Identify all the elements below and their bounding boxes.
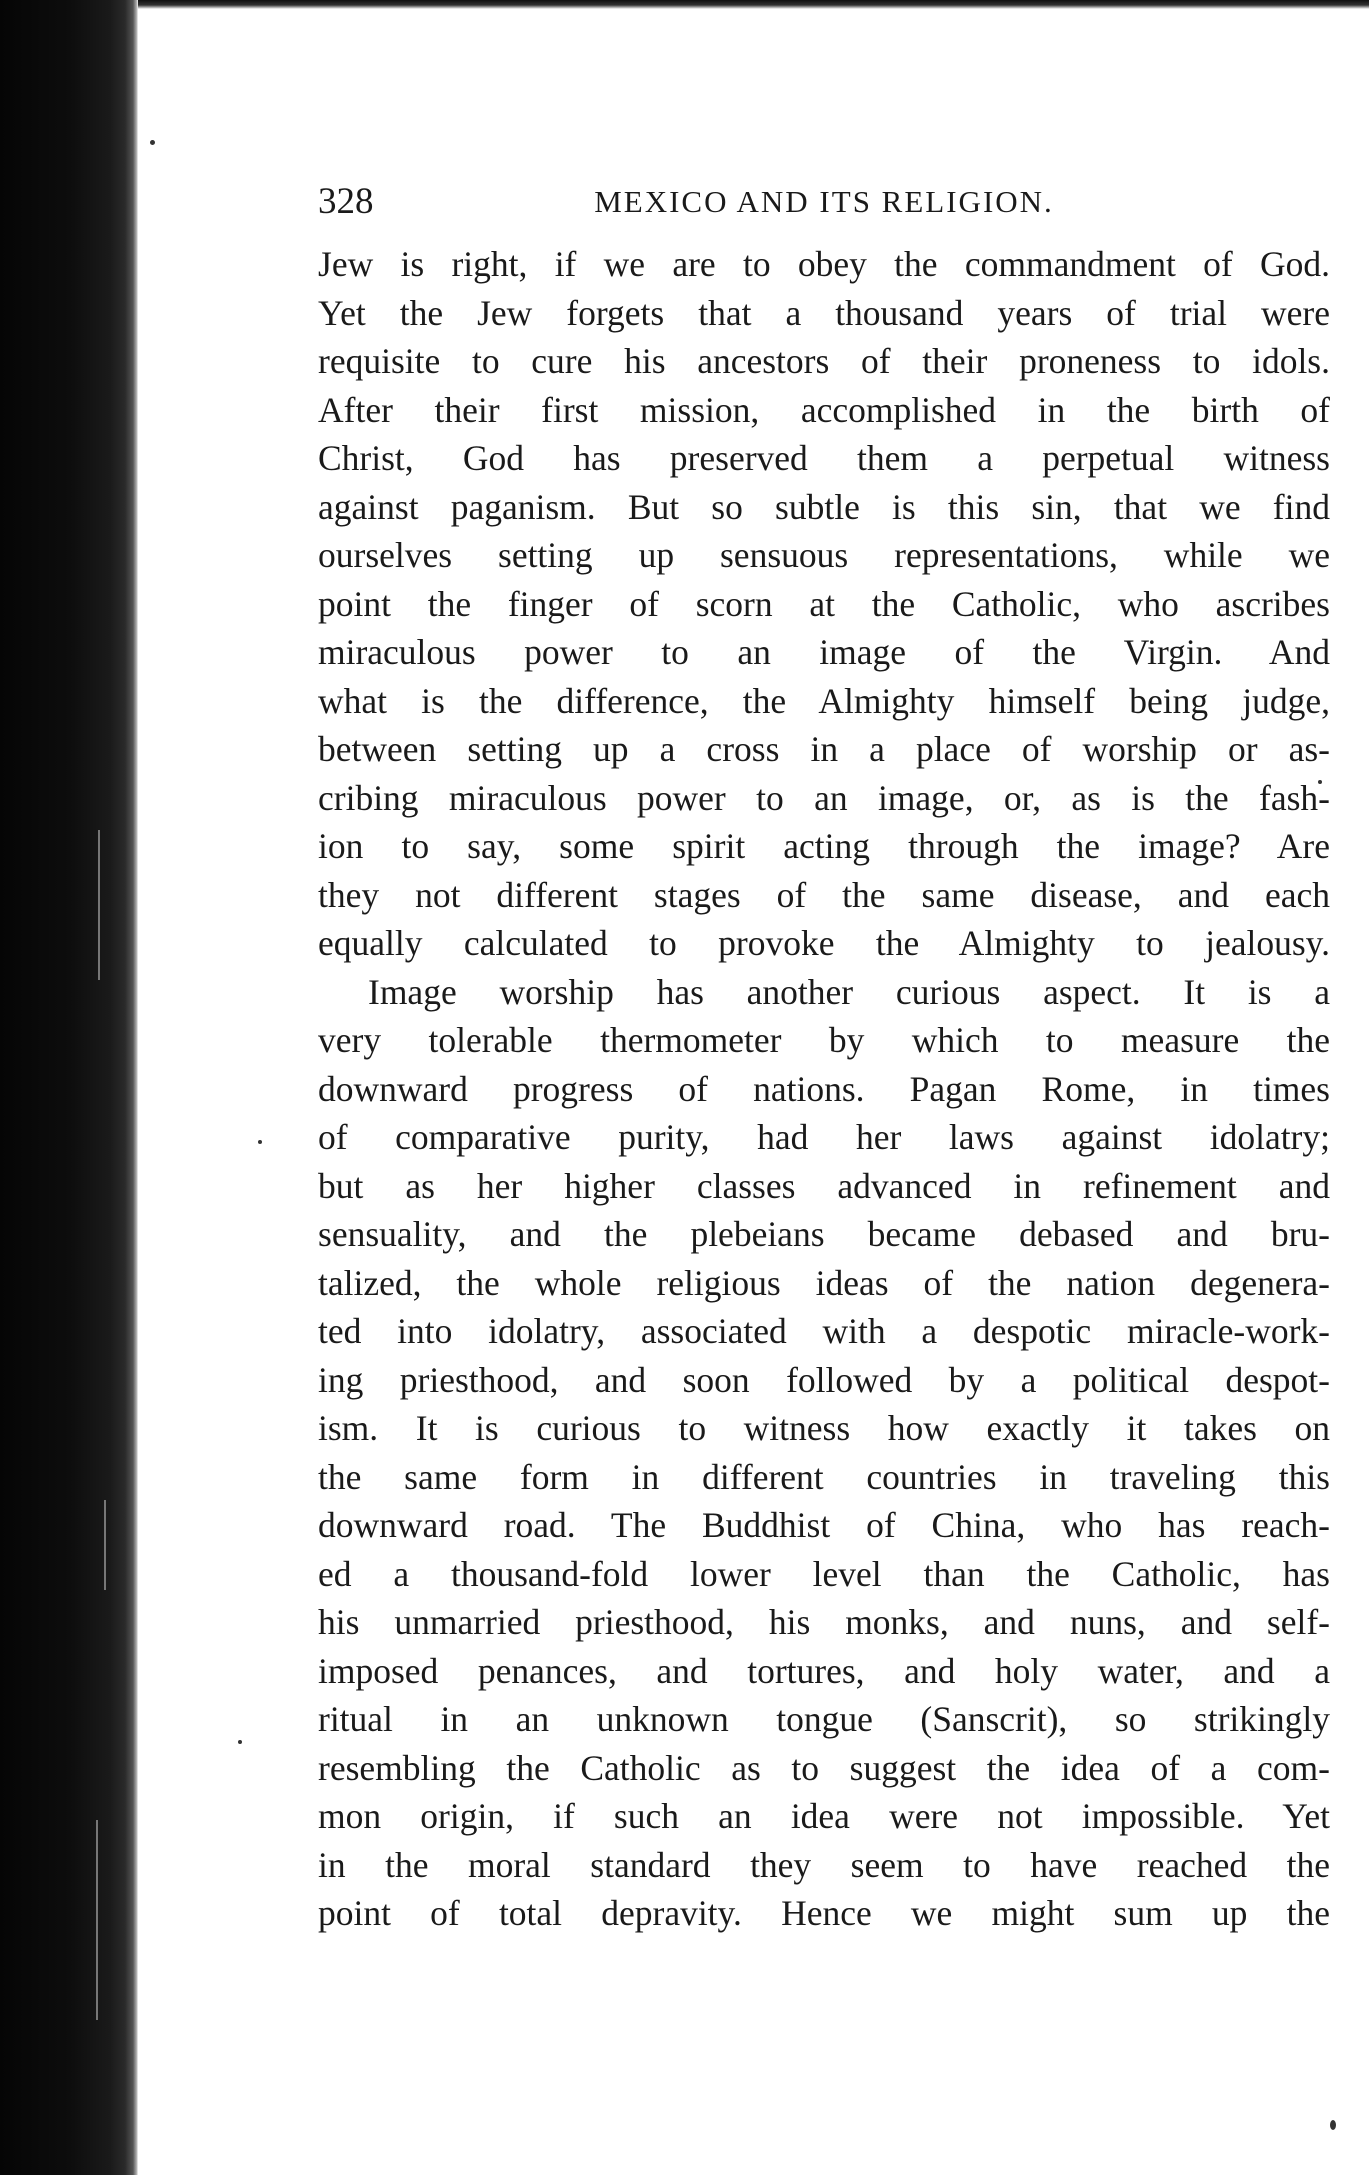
page-number: 328 [318, 181, 374, 222]
text-line: they not different stages of the same disease, and each [318, 874, 1330, 915]
text-line: Image worship has another curious aspect. It is a [368, 971, 1330, 1012]
text-line: ted into idolatry, associated with a despotic miracle-work- [318, 1311, 1330, 1351]
text-line: ing priesthood, and soon followed by a political despot- [318, 1359, 1330, 1400]
running-head [318, 160, 1330, 220]
body-text [318, 240, 1330, 1938]
text-line: Jew is right, if we are to obey the commandment of God. [318, 244, 1330, 284]
text-line: talized, the whole religious ideas of the nation degenera- [318, 1262, 1330, 1303]
paper-speck [150, 140, 155, 145]
binding-mark [104, 1500, 106, 1590]
text-line: between setting up a cross in a place of worship or as- [318, 729, 1330, 769]
text-line: mon origin, if such an idea were not impossible. Yet [318, 1796, 1330, 1836]
text-line: against paganism. But so subtle is this sin, that we find [318, 486, 1330, 527]
page-top-edge-shadow [138, 0, 1369, 9]
text-line: After their first mission, accomplished in the birth of [318, 389, 1330, 430]
text-line: in the moral standard they seem to have reached the [318, 1844, 1330, 1885]
text-line: ritual in an unknown tongue (Sanscrit), so strikingly [318, 1699, 1330, 1739]
running-title: MEXICO AND ITS RELIGION. [594, 184, 1054, 219]
text-line: point the finger of scorn at the Catholic, who ascribes [318, 583, 1330, 624]
text-line: resembling the Catholic as to suggest the idea of a com- [318, 1747, 1330, 1788]
text-line: imposed penances, and tortures, and holy water, and a [318, 1650, 1330, 1691]
text-line: of comparative purity, had her laws against idolatry; [318, 1117, 1330, 1157]
text-line: the same form in different countries in traveling this [318, 1456, 1330, 1497]
text-line: equally calculated to provoke the Almighty to jealousy. [318, 923, 1330, 963]
text-line: downward progress of nations. Pagan Rome, in times [318, 1068, 1330, 1109]
text-line: ism. It is curious to witness how exactly it takes on [318, 1408, 1330, 1448]
text-line: downward road. The Buddhist of China, who has reach- [318, 1505, 1330, 1545]
binding-mark [98, 830, 100, 980]
text-line: his unmarried priesthood, his monks, and nuns, and self- [318, 1602, 1330, 1642]
paper-speck [238, 1740, 242, 1744]
text-line: what is the difference, the Almighty himself being judge, [318, 680, 1330, 721]
text-line: very tolerable thermometer by which to measure the [318, 1020, 1330, 1060]
text-line: Christ, God has preserved them a perpetual witness [318, 438, 1330, 478]
text-line: requisite to cure his ancestors of their proneness to idols. [318, 341, 1330, 381]
book-binding-shadow [0, 0, 138, 2175]
text-line: cribing miraculous power to an image, or, as is the fash- [318, 777, 1330, 818]
text-line: sensuality, and the plebeians became debased and bru- [318, 1214, 1330, 1254]
text-line: but as her higher classes advanced in refinement and [318, 1165, 1330, 1206]
text-line: ed a thousand-fold lower level than the Catholic, has [318, 1553, 1330, 1594]
text-line: point of total depravity. Hence we might sum up the [318, 1893, 1330, 1933]
text-line: Yet the Jew forgets that a thousand years of trial were [318, 292, 1330, 333]
text-line: ourselves setting up sensuous representations, while we [318, 535, 1330, 575]
text-line: miraculous power to an image of the Virgin. And [318, 632, 1330, 672]
paper-speck [258, 1140, 262, 1144]
paper-speck [1330, 2120, 1336, 2130]
book-page [318, 160, 1330, 1938]
text-line: ion to say, some spirit acting through the image? Are [318, 826, 1330, 866]
binding-mark [96, 1820, 98, 2020]
